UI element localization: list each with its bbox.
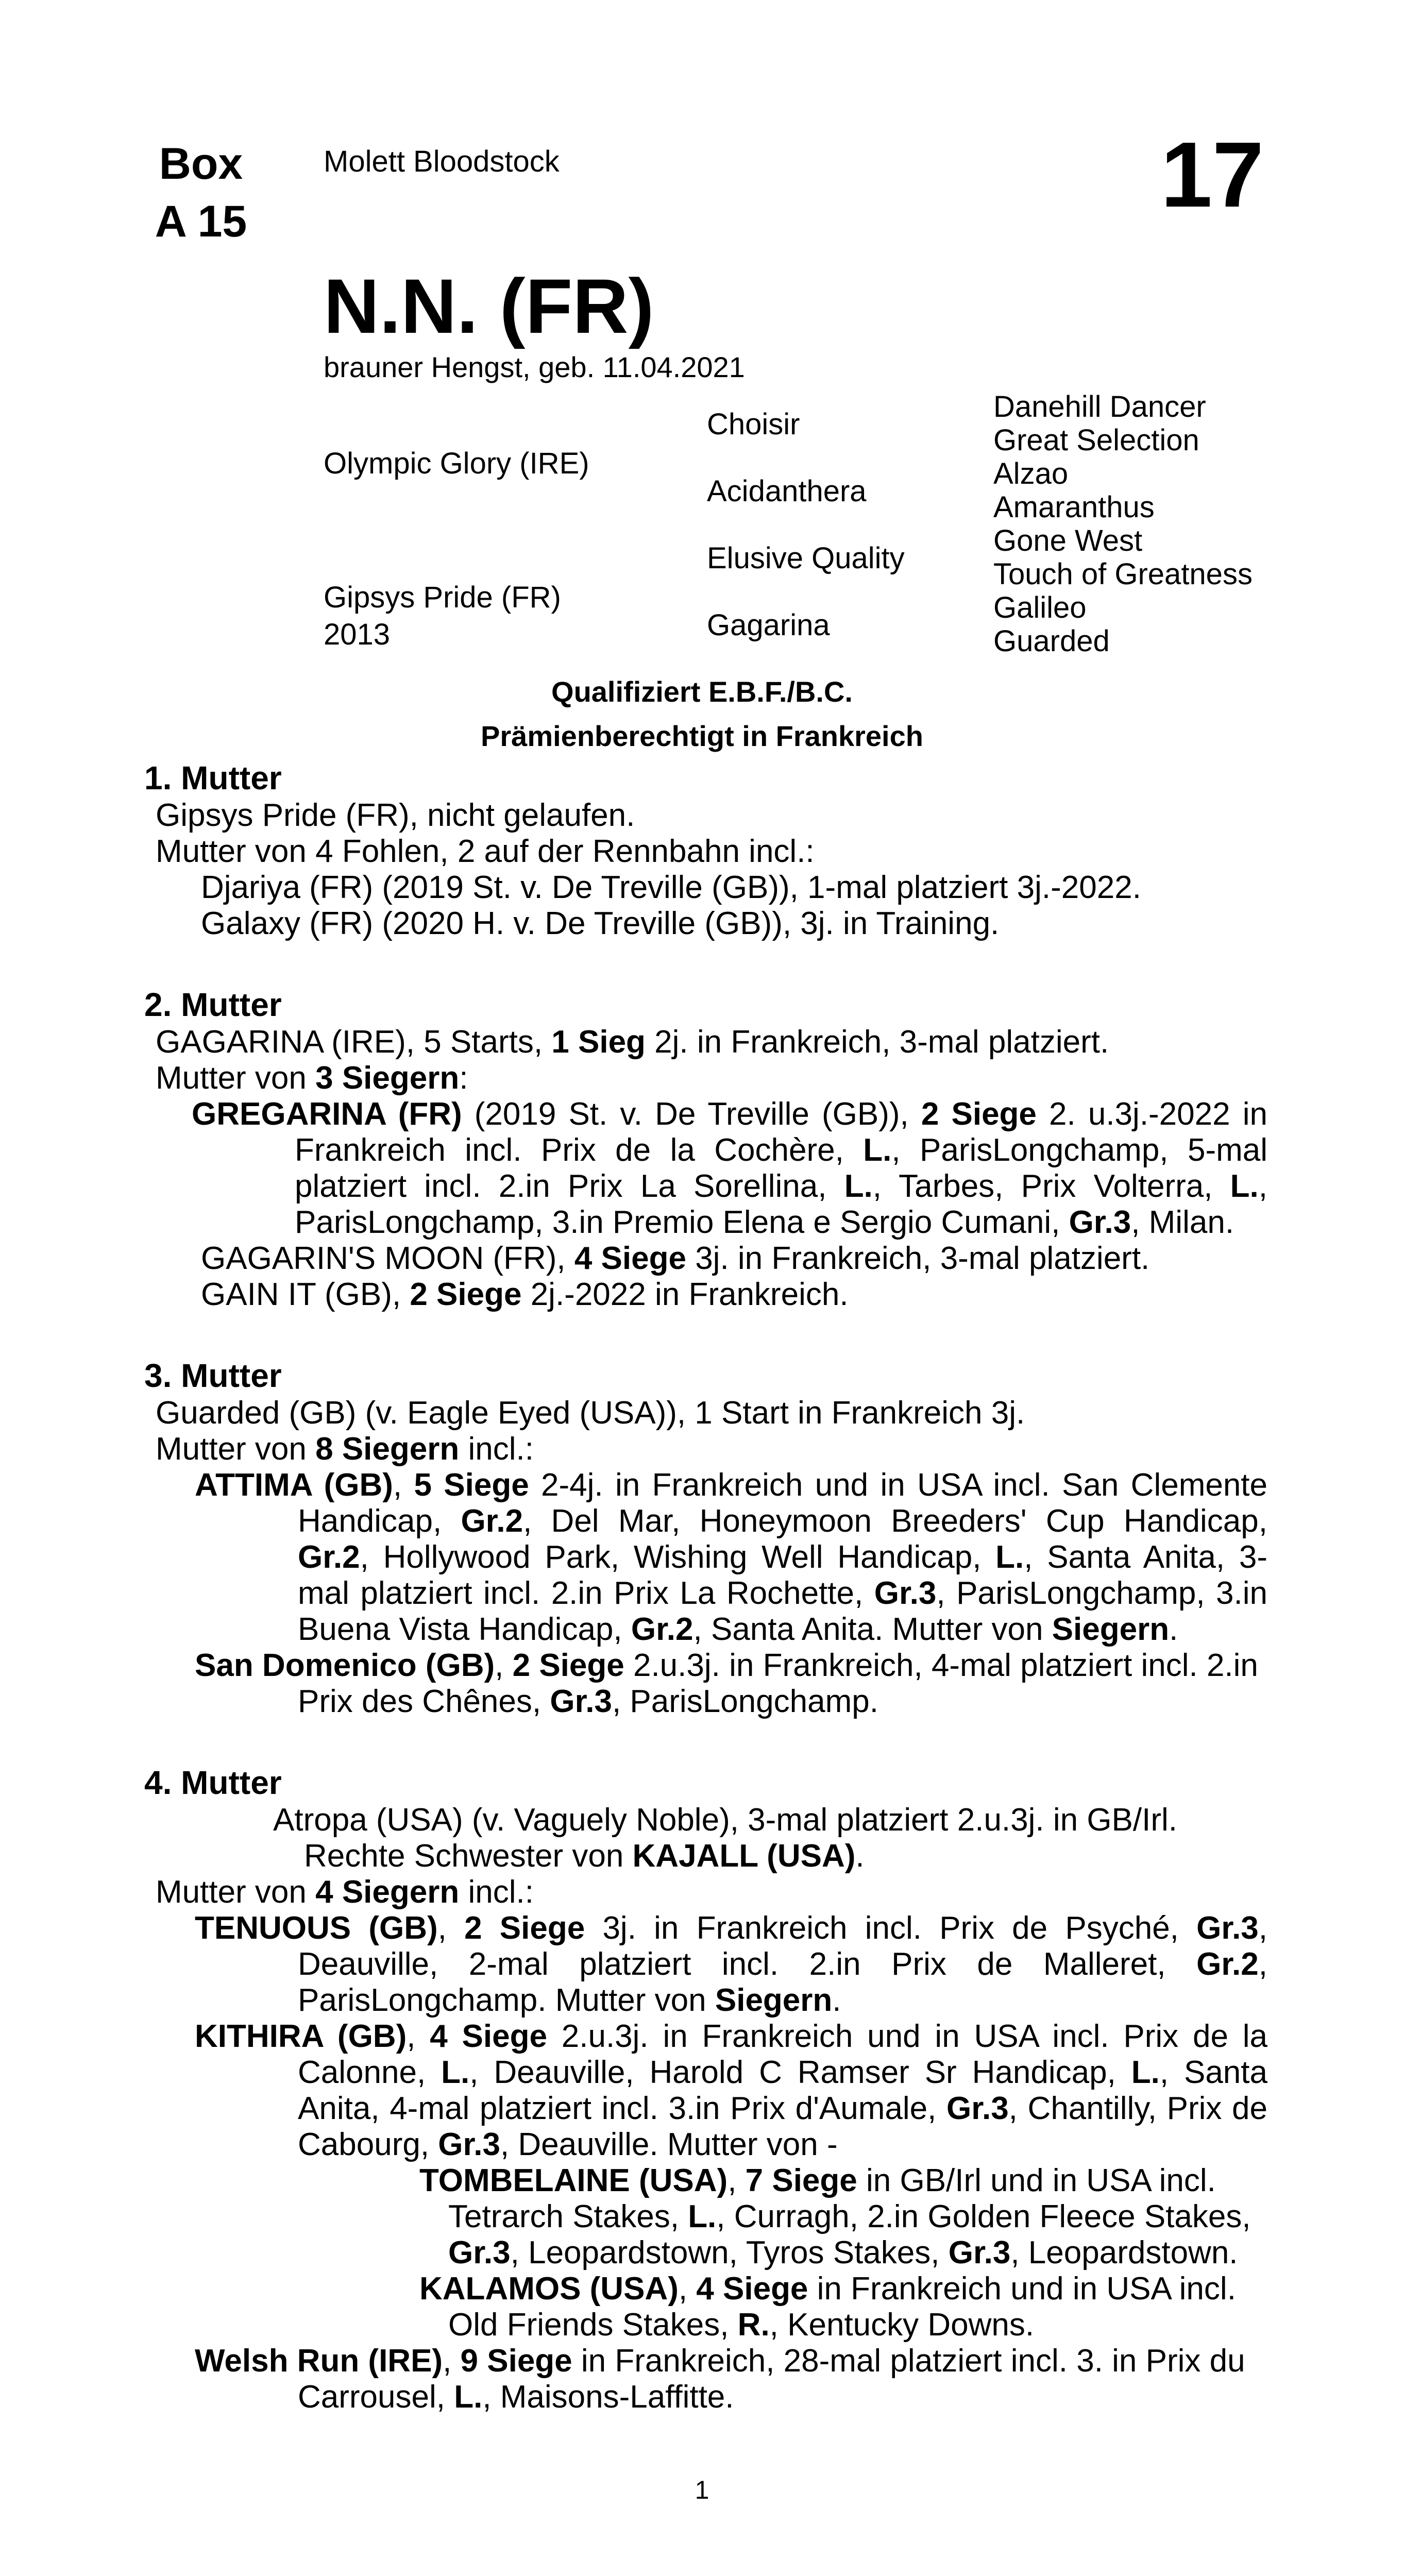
horse-name: TENUOUS (GB)	[195, 1910, 438, 1946]
text: 2. u.3j.-2022 in Frankreich incl. Prix de la Cochère,	[295, 1096, 1267, 1168]
race-grade: L.	[1131, 2055, 1160, 2090]
pedigree-gen3-1: Danehill Dancer	[993, 390, 1206, 423]
win-count: 9 Siege	[460, 2343, 572, 2379]
horse-description: brauner Hengst, geb. 11.04.2021	[324, 351, 745, 383]
race-grade: L.	[1230, 1168, 1259, 1204]
horse-name: Welsh Run (IRE)	[195, 2343, 443, 2379]
produce-sub-entry	[144, 2271, 1267, 2343]
text: , Deauville, Harold C Ramser Sr Handicap,	[469, 2055, 1131, 2090]
text: , ParisLongchamp. Mutter von	[298, 1946, 1267, 2018]
text: , Milan.	[1131, 1205, 1234, 1240]
section-title: 1. Mutter	[144, 759, 282, 796]
text: incl.:	[459, 1874, 534, 1910]
pedigree-gen2-2: Acidanthera	[707, 474, 867, 508]
text: Atropa (USA) (v. Vaguely Noble), 3-mal platziert 2.u.3j. in GB/Irl. Rechte Schwester von	[273, 1802, 1178, 1874]
text: Mutter von	[156, 1874, 316, 1910]
race-grade: Gr.3	[1196, 1910, 1259, 1946]
race-grade: L.	[995, 1539, 1024, 1575]
text: , Del Mar, Honeymoon Breeders' Cup Handicap,	[523, 1503, 1267, 1539]
produce-entry	[144, 2019, 1267, 2163]
winners-count: Siegern	[715, 1982, 833, 2018]
text: 2.u.3j. in Frankreich und in USA incl. Prix de la Calonne,	[298, 2019, 1267, 2090]
section-fourth-dam	[144, 1763, 1267, 2415]
horse-name: KALAMOS (USA)	[419, 2271, 679, 2307]
produce-summary: Mutter von 4 Fohlen, 2 auf der Rennbahn incl.:	[156, 834, 815, 869]
produce-summary	[144, 1431, 1267, 1467]
text: .	[1169, 1612, 1178, 1647]
text: 2j. in Frankreich, 3-mal platziert.	[645, 1024, 1109, 1060]
text: .	[855, 1838, 865, 1874]
text: 3j. in Frankreich, 3-mal platziert.	[686, 1241, 1150, 1276]
race-grade: Gr.2	[298, 1539, 360, 1575]
produce-entry	[144, 1648, 1267, 1720]
text: ,	[495, 1648, 513, 1683]
produce-entry	[144, 1467, 1267, 1648]
horse-name: N.N. (FR)	[324, 263, 654, 349]
text: , Santa Anita. Mutter von	[693, 1612, 1052, 1647]
winners-count: Siegern	[1052, 1612, 1170, 1647]
text: .	[832, 1982, 841, 2018]
box-label	[144, 135, 258, 250]
text: ,	[437, 1910, 465, 1946]
section-title: 4. Mutter	[144, 1764, 282, 1801]
lot-number: 17	[1160, 123, 1264, 227]
section-title: 3. Mutter	[144, 1357, 282, 1394]
race-grade: Gr.3	[946, 2091, 1009, 2126]
pedigree-gen2-3: Elusive Quality	[707, 541, 905, 575]
text: 2-4j. in Frankreich und in USA incl. San Clemente Handicap,	[298, 1467, 1268, 1539]
pedigree-gen2-4: Gagarina	[707, 608, 830, 642]
winners-count: 3 Siegern	[315, 1060, 460, 1096]
text: , Chantilly, Prix de Cabourg,	[298, 2091, 1268, 2162]
text: , ParisLongchamp, 3.in Premio Elena e Sergio Cumani,	[295, 1168, 1268, 1240]
pedigree-dam-year: 2013	[324, 618, 391, 651]
race-grade: R.	[737, 2307, 770, 2343]
win-count: 2 Siege	[464, 1910, 585, 1946]
produce-entry	[144, 1096, 1267, 1241]
text: 3j. in Frankreich incl. Prix de Psyché,	[585, 1910, 1197, 1946]
horse-name: KAJALL (USA)	[632, 1838, 856, 1874]
win-count: 5 Siege	[414, 1467, 529, 1503]
text: ,	[393, 1467, 414, 1503]
text: , Deauville. Mutter von -	[500, 2127, 838, 2162]
dam-summary: Guarded (GB) (v. Eagle Eyed (USA)), 1 Start in Frankreich 3j.	[156, 1395, 1025, 1431]
win-count: 4 Siege	[696, 2271, 808, 2307]
win-count: 2 Siege	[921, 1096, 1037, 1132]
text: , ParisLongchamp.	[612, 1684, 878, 1719]
text: in Frankreich, 28-mal platziert incl. 3. in Prix du Carrousel,	[298, 2343, 1245, 2415]
text: , ParisLongchamp, 5-mal platziert incl. 2.in Prix La Sorellina,	[295, 1132, 1267, 1204]
winners-count: 4 Siegern	[315, 1874, 460, 1910]
win-count: 4 Siege	[430, 2019, 547, 2054]
race-grade: Gr.3	[948, 2235, 1011, 2270]
text: , Tarbes, Prix Volterra,	[872, 1168, 1230, 1204]
section-third-dam	[144, 1356, 1267, 1720]
pedigree-gen3-5: Gone West	[993, 524, 1143, 557]
text: , Leopardstown.	[1010, 2235, 1238, 2270]
text: , Hollywood Park, Wishing Well Handicap,	[360, 1539, 996, 1575]
pedigree-gen3-6: Touch of Greatness	[993, 557, 1253, 591]
text: , Kentucky Downs.	[769, 2307, 1035, 2343]
text: , Santa Anita, 3-mal platziert incl. 2.in Prix La Rochette,	[298, 1539, 1267, 1611]
produce-entry	[144, 2343, 1267, 2415]
produce-summary	[144, 1060, 1267, 1096]
race-grade: L.	[863, 1132, 892, 1168]
race-grade: L.	[441, 2055, 470, 2090]
text: in GB/Irl und in USA incl. Tetrarch Stakes,	[448, 2163, 1216, 2234]
winners-count: 8 Siegern	[315, 1431, 460, 1467]
race-grade: Gr.2	[461, 1503, 523, 1539]
race-grade: L.	[454, 2379, 483, 2415]
produce-summary	[144, 1874, 1267, 1910]
horse-name: GAIN IT (GB),	[201, 1277, 410, 1312]
dam-summary: Gipsys Pride (FR), nicht gelaufen.	[156, 798, 635, 833]
qualification-ebf: Qualifiziert E.B.F./B.C.	[551, 675, 853, 708]
pedigree-dam: Gipsys Pride (FR)	[324, 581, 561, 614]
text: ,	[678, 2271, 697, 2307]
text: incl.:	[459, 1431, 534, 1467]
pedigree-gen3-4: Amaranthus	[993, 490, 1155, 524]
dam-summary	[144, 1024, 1267, 1060]
horse-name: KITHIRA (GB)	[195, 2019, 407, 2054]
race-grade: Gr.3	[550, 1684, 612, 1719]
text: , ParisLongchamp, 3.in Buena Vista Handicap,	[298, 1575, 1268, 1647]
seller-name: Molett Bloodstock	[324, 145, 560, 178]
text: GAGARINA (IRE), 5 Starts,	[156, 1024, 552, 1060]
race-grade: Gr.2	[1196, 1946, 1259, 1982]
win-count: 7 Siege	[745, 2163, 857, 2198]
produce-entry	[144, 1910, 1267, 2019]
pedigree-gen3-2: Great Selection	[993, 423, 1199, 457]
win-count: 2 Siege	[410, 1277, 522, 1312]
section-second-dam	[144, 985, 1267, 1313]
produce-sub-entry	[144, 2163, 1267, 2271]
text: , Leopardstown, Tyros Stakes,	[510, 2235, 949, 2270]
qualification-premium: Prämienberechtigt in Frankreich	[481, 720, 923, 752]
race-grade: Gr.2	[631, 1612, 693, 1647]
produce-entry: Galaxy (FR) (2020 H. v. De Treville (GB)), 3j. in Training.	[201, 906, 1000, 941]
race-grade: Gr.3	[1069, 1205, 1131, 1240]
section-title: 2. Mutter	[144, 986, 282, 1023]
family-sections	[144, 758, 1267, 2459]
text: ,	[443, 2343, 461, 2379]
text: , Santa Anita, 4-mal platziert incl. 3.in Prix d'Aumale,	[298, 2055, 1267, 2126]
text: :	[459, 1060, 468, 1096]
text: in Frankreich und in USA incl. Old Friends Stakes,	[448, 2271, 1236, 2343]
race-grade: L.	[688, 2199, 717, 2234]
horse-name: TOMBELAINE (USA)	[419, 2163, 728, 2198]
race-grade: Gr.3	[874, 1575, 937, 1611]
pedigree-gen3-8: Guarded	[993, 624, 1110, 658]
text: , Curragh, 2.in Golden Fleece Stakes,	[716, 2199, 1251, 2234]
horse-name: GREGARINA (FR)	[192, 1096, 462, 1132]
pedigree-gen2-1: Choisir	[707, 408, 800, 441]
pedigree-sire: Olympic Glory (IRE)	[324, 447, 589, 480]
horse-name: GAGARIN'S MOON (FR),	[201, 1241, 574, 1276]
win-count: 1 Sieg	[551, 1024, 646, 1060]
text: 2.u.3j. in Frankreich, 4-mal platziert incl. 2.in Prix des Chênes,	[298, 1648, 1258, 1719]
page-number: 1	[695, 2476, 709, 2504]
race-grade: Gr.3	[448, 2235, 511, 2270]
win-count: 4 Siege	[574, 1241, 686, 1276]
text: , Deauville, 2-mal platziert incl. 2.in Prix de Malleret,	[298, 1910, 1268, 1982]
text: , Maisons-Laffitte.	[482, 2379, 734, 2415]
pedigree-gen3-3: Alzao	[993, 457, 1069, 490]
text: Mutter von	[156, 1431, 316, 1467]
produce-entry: Djariya (FR) (2019 St. v. De Treville (GB)), 1-mal platziert 3j.-2022.	[201, 870, 1141, 905]
race-grade: Gr.3	[438, 2127, 500, 2162]
box-number: A 15	[155, 197, 247, 246]
horse-name: San Domenico (GB)	[195, 1648, 495, 1683]
produce-entry	[144, 1277, 1267, 1313]
section-first-dam	[144, 758, 1267, 942]
pedigree-gen3-7: Galileo	[993, 591, 1087, 624]
text: ,	[407, 2019, 430, 2054]
text: ,	[728, 2163, 746, 2198]
text: (2019 St. v. De Treville (GB)),	[462, 1096, 921, 1132]
box-label-line1: Box	[159, 139, 243, 189]
produce-entry	[144, 1241, 1267, 1277]
text: 2j.-2022 in Frankreich.	[521, 1277, 849, 1312]
win-count: 2 Siege	[512, 1648, 624, 1683]
dam-summary	[144, 1802, 1267, 1874]
horse-name: ATTIMA (GB)	[195, 1467, 393, 1503]
race-grade: L.	[844, 1168, 873, 1204]
text: Mutter von	[156, 1060, 316, 1096]
